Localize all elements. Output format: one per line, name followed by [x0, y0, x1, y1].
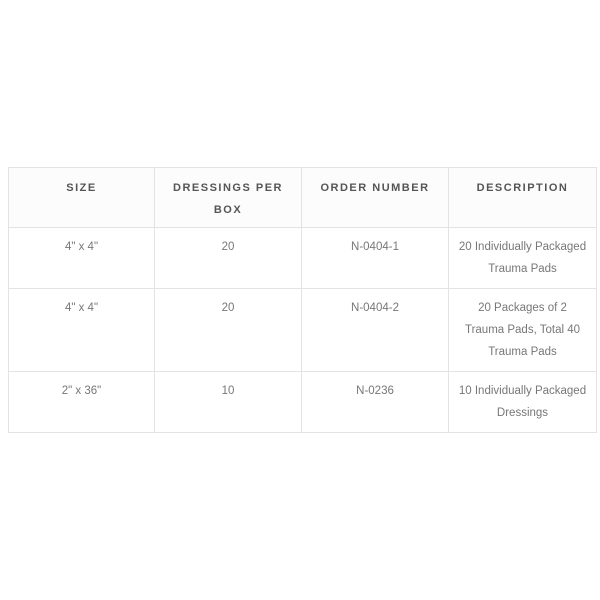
header-size: SIZE [9, 168, 155, 228]
cell-description: 20 Packages of 2 Trauma Pads, Total 40 Trauma Pads [449, 289, 597, 372]
cell-dressings-per-box: 20 [155, 289, 302, 372]
table-row [9, 228, 597, 289]
header-order-number: ORDER NUMBER [302, 168, 449, 228]
header-row [9, 168, 597, 228]
cell-size: 2" x 36" [9, 372, 155, 433]
cell-order-number: N-0404-2 [302, 289, 449, 372]
cell-dressings-per-box: 20 [155, 228, 302, 289]
product-table [8, 167, 597, 433]
cell-dressings-per-box: 10 [155, 372, 302, 433]
table-header [9, 168, 597, 228]
cell-order-number: N-0236 [302, 372, 449, 433]
product-table-container [8, 167, 596, 433]
cell-description: 20 Individually Packaged Trauma Pads [449, 228, 597, 289]
cell-order-number: N-0404-1 [302, 228, 449, 289]
table-row [9, 372, 597, 433]
table-body [9, 228, 597, 433]
cell-size: 4" x 4" [9, 228, 155, 289]
cell-description: 10 Individually Packaged Dressings [449, 372, 597, 433]
table-row [9, 289, 597, 372]
cell-size: 4" x 4" [9, 289, 155, 372]
header-dressings-per-box: DRESSINGS PER BOX [155, 168, 302, 228]
header-description: DESCRIPTION [449, 168, 597, 228]
